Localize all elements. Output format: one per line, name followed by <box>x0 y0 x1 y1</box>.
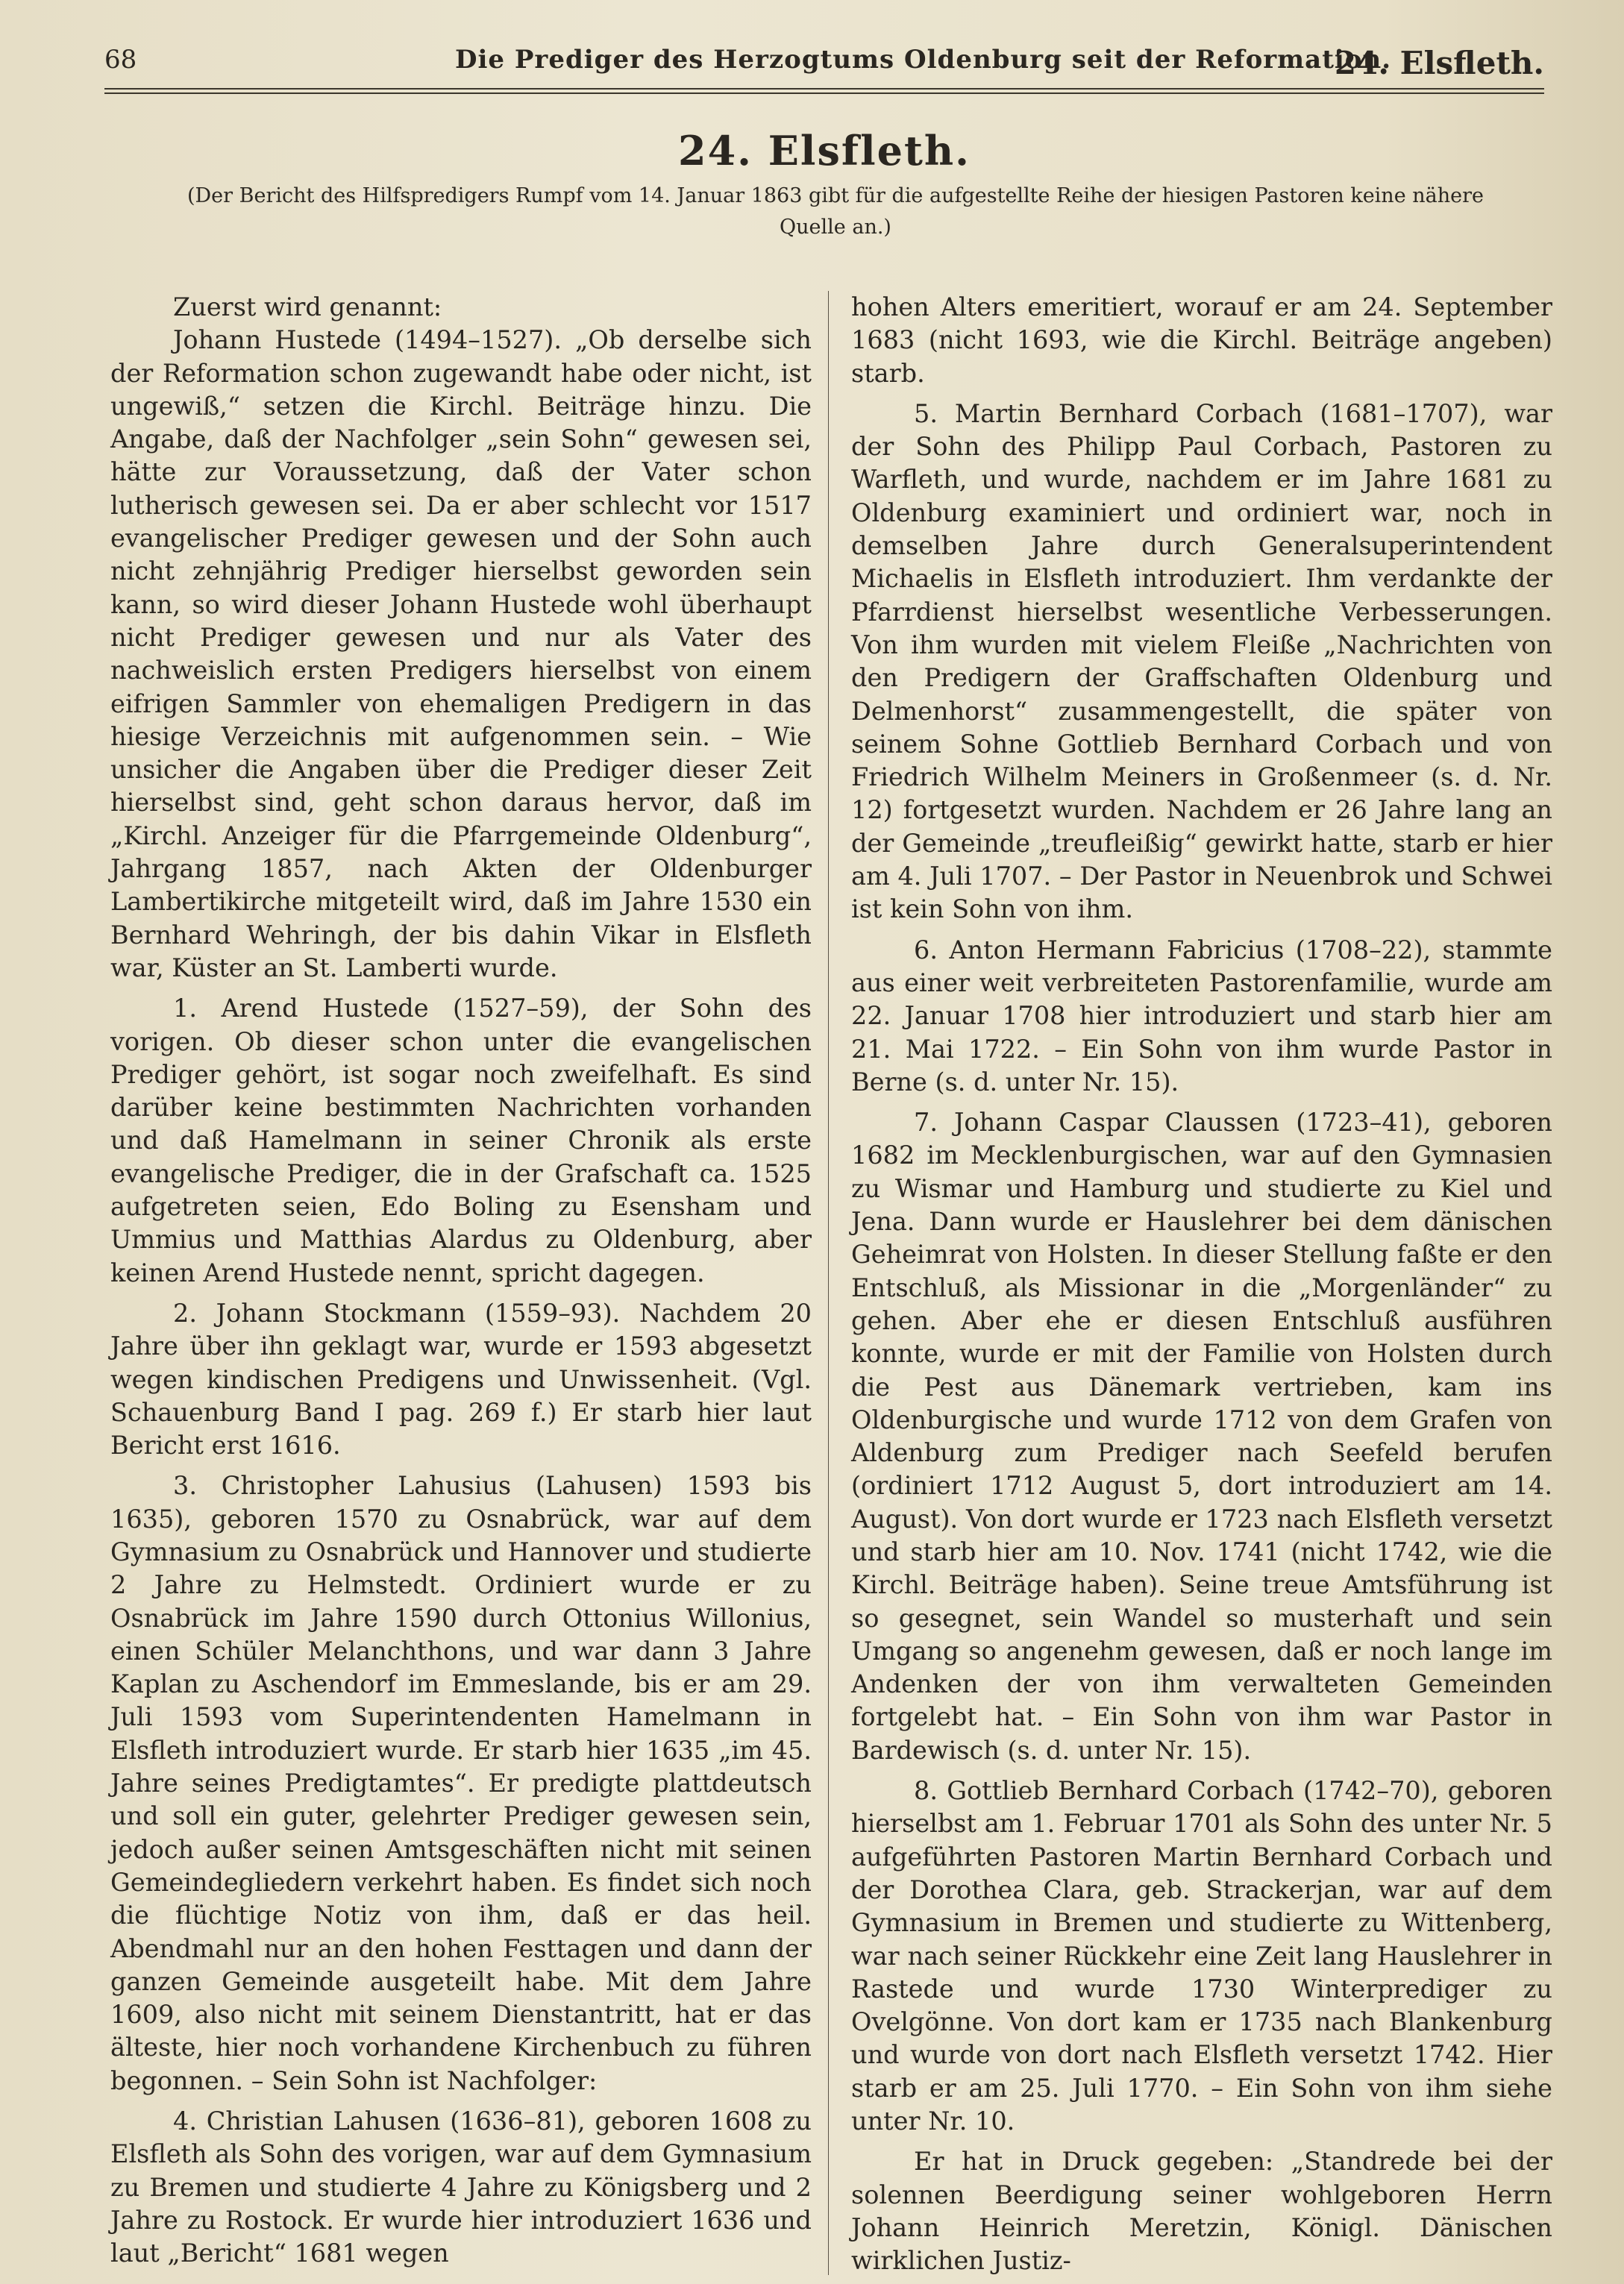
left-column <box>110 291 812 2271</box>
paragraph: 1. Arend Hustede (1527–59), der Sohn des vorigen. Ob dieser schon unter die evangelischen Prediger gehört, ist sogar noch zweifelhaft. Es sind darüber keine bestimmten Nachrichten vorhanden und daß Hamelmann in seiner Chronik als erste evangelische Prediger, die in der Grafschaft ca. 1525 aufgetreten seien, Edo Boling zu Esensham und Ummius und Matthias Alardus zu Oldenburg, aber keinen Arend Hustede nennt, spricht dagegen. <box>110 994 812 1287</box>
intro-note: (Der Bericht des Hilfspredigers Rumpf vom 14. Januar 1863 gibt für die aufgestellte Reihe der hiesigen Pastoren keine nähere Quelle an.) <box>187 184 1484 239</box>
paragraph: 3. Christopher Lahusius (Lahusen) 1593 bis 1635), geboren 1570 zu Osnabrück, war auf dem Gymnasium zu Osnabrück und Hannover und studierte 2 Jahre zu Helmstedt. Ordiniert wurde er zu Osnabrück im Jahre 1590 durch Ottonius Willonius, einen Schüler Melanchthons, und war dann 3 Jahre Kaplan zu Aschendorf im Emmeslande, bis er am 29. Juli 1593 vom Superintendenten Hamelmann in Elsfleth introduziert wurde. Er starb hier 1635 „im 45. Jahre seines Predigtamtes“. Er predigte plattdeutsch und soll ein guter, gelehrter Prediger gewesen sein, jedoch außer seinen Amtsgeschäften nicht mit seinen Gemeindegliedern verkehrt haben. Es findet sich noch die flüchtige Notiz von ihm, daß er das heil. Abendmahl nur an den hohen Festtagen und dann der ganzen Gemeinde ausgeteilt habe. Mit dem Jahre 1609, also nicht mit seinem Dienstantritt, hat er das älteste, hier noch vorhandene Kirchenbuch zu führen begonnen. – Sein Sohn ist Nachfolger: <box>110 1471 812 2095</box>
running-title: Die Prediger des Herzogtums Oldenburg seit der Reformation. <box>455 45 1392 75</box>
header-rule-bottom <box>104 92 1544 94</box>
paragraph: 2. Johann Stockmann (1559–93). Nachdem 20 Jahre über ihn geklagt war, wurde er 1593 abgesetzt wegen kindischen Predigens und Unwissenheit. (Vgl. Schauenburg Band I pag. 269 f.) Er starb hier laut Bericht erst 1616. <box>110 1298 812 1461</box>
paragraph: 6. Anton Hermann Fabricius (1708–22), stammte aus einer weit verbreiteten Pastorenfamilie, wurde am 22. Januar 1708 hier introduziert und starb hier am 21. Mai 1722. – Ein Sohn von ihm wurde Pastor in Berne (s. d. unter Nr. 15). <box>851 935 1552 1096</box>
paragraph: Er hat in Druck gegeben: „Standrede bei der solennen Beerdigung seiner wohlgeboren Herrn Johann Heinrich Meretzin, Königl. Dänischen wirklichen Justiz- <box>851 2147 1552 2276</box>
header-rule-top <box>104 88 1544 90</box>
paragraph: hohen Alters emeritiert, worauf er am 24. September 1683 (nicht 1693, wie die Kirchl. Beiträge angeben) starb. <box>851 292 1552 388</box>
paragraph: 5. Martin Bernhard Corbach (1681–1707), war der Sohn des Philipp Paul Corbach, Pastoren zu Warfleth, und wurde, nachdem er im Jahre 1681 zu Oldenburg examiniert und ordiniert war, noch in demselben Jahre durch Generalsuperintendent Michaelis in Elsfleth introduziert. Ihm verdankte der Pfarrdienst hierselbst wesentliche Verbesserungen. Von ihm wurden mit vielem Fleiße „Nachrichten von den Predigern der Graffschaften Oldenburg und Delmenhorst“ zusammengestellt, die später von seinem Sohne Gottlieb Bernhard Corbach und von Friedrich Wilhelm Meiners in Großenmeer (s. d. Nr. 12) fortgesetzt wurden. Nachdem er 26 Jahre lang an der Gemeinde „treufleißig“ gewirkt hatte, starb er hier am 4. Juli 1707. – Der Pastor in Neuenbrok und Schwei ist kein Sohn von ihm. <box>851 398 1552 924</box>
paragraph: 7. Johann Caspar Claussen (1723–41), geboren 1682 im Mecklenburgischen, war auf den Gymnasien zu Wismar und Hamburg und studierte zu Kiel und Jena. Dann wurde er Hauslehrer bei dem dänischen Geheimrat von Holsten. In dieser Stellung faßte er den Entschluß, als Missionar in die „Morgenländer“ zu gehen. Aber ehe er diesen Entschluß ausführen konnte, wurde er mit der Familie von Holsten durch die Pest aus Dänemark vertrieben, kam ins Oldenburgische und wurde 1712 von dem Grafen von Aldenburg zum Prediger nach Seefeld berufen (ordiniert 1712 August 5, dort introduziert am 14. August). Von dort wurde er 1723 nach Elsfleth versetzt und starb hier am 10. Nov. 1741 (nicht 1742, wie die Kirchl. Beiträge haben). Seine treue Amtsführung ist so gesegnet, sein Wandel so musterhaft und sein Umgang so angenehm gewesen, daß er noch lange im Andenken der von ihm verwalteten Gemeinden fortgelebt hat. – Ein Sohn von ihm war Pastor in Bardewisch (s. d. unter Nr. 15). <box>851 1108 1552 1765</box>
section-title: 24. Elsfleth. <box>678 127 971 175</box>
column-divider <box>828 291 829 2275</box>
right-column <box>851 291 1552 2278</box>
paragraph: 8. Gottlieb Bernhard Corbach (1742–70), geboren hierselbst am 1. Februar 1701 als Sohn des unter Nr. 5 aufgeführten Pastoren Martin Bernhard Corbach und der Dorothea Clara, geb. Strackerjan, war auf dem Gymnasium in Bremen und studierte zu Wittenberg, war nach seiner Rückkehr eine Zeit lang Hauslehrer in Rastede und wurde 1730 Winterprediger zu Ovelgönne. Von dort kam er 1735 nach Blankenburg und wurde von dort nach Elsfleth versetzt 1742. Hier starb er am 25. Juli 1770. – Ein Sohn von ihm siehe unter Nr. 10. <box>851 1776 1552 2136</box>
paragraph: Zuerst wird genannt: <box>173 292 442 321</box>
section-header: 24. Elsfleth. <box>1334 45 1544 81</box>
paragraph: Johann Hustede (1494–1527). „Ob derselbe sich der Reformation schon zugewandt habe oder nicht, ist ungewiß,“ setzen die Kirchl. Beiträge hinzu. Die Angabe, daß der Nachfolger „sein Sohn“ gewesen sei, hätte zur Voraussetzung, daß der Vater schon lutherisch gewesen sei. Da er aber schlecht vor 1517 evangelischer Prediger gewesen und der Sohn auch nicht zehnjährig Prediger hierselbst geworden sein kann, so wird dieser Johann Hustede wohl überhaupt nicht Prediger gewesen und nur als Vater des nachweislich ersten Predigers hierselbst von einem eifrigen Sammler von ehemaligen Predigern in das hiesige Verzeichnis mit aufgenommen sein. – Wie unsicher die Angaben über die Prediger dieser Zeit hierselbst sind, geht schon daraus hervor, daß im „Kirchl. Anzeiger für die Pfarrgemeinde Oldenburg“, Jahrgang 1857, nach Akten der Oldenburger Lambertikirche mitgeteilt wird, daß im Jahre 1530 ein Bernhard Wehringh, der bis dahin Vikar in Elsfleth war, Küster an St. Lamberti wurde. <box>110 325 812 982</box>
page-number: 68 <box>104 45 137 75</box>
page-header <box>104 45 1544 90</box>
paragraph: 4. Christian Lahusen (1636–81), geboren 1608 zu Elsfleth als Sohn des vorigen, war auf dem Gymnasium zu Bremen und studierte 4 Jahre zu Königsberg und 2 Jahre zu Rostock. Er wurde hier introduziert 1636 und laut „Bericht“ 1681 wegen <box>110 2106 812 2268</box>
